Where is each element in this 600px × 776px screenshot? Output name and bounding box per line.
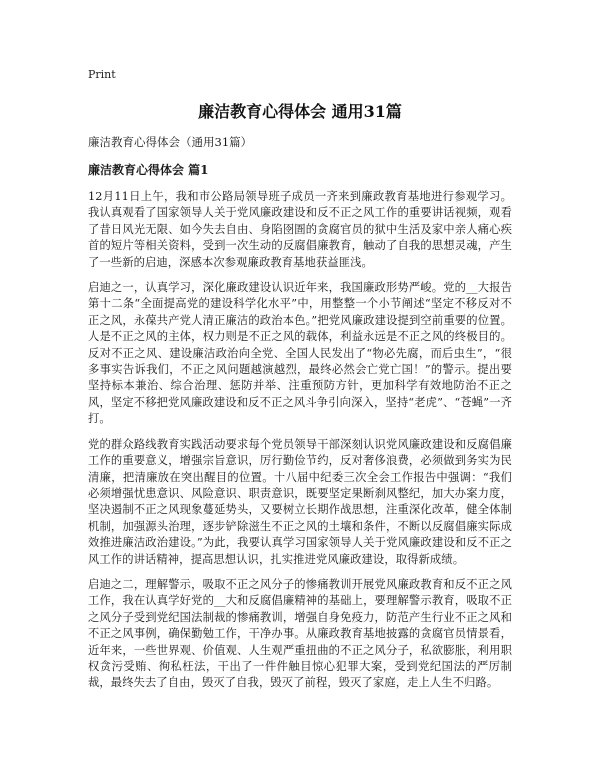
- paragraph-4: 启迪之二，理解警示，吸取不正之风分子的惨痛教训开展党风廉政教育和反不正之风工作，我在认真学好党的__大和反腐倡廉精神的基础上，要理解警示教育，吸取不正之风分子受到党纪国法制裁的惨痛教训，增强自身免疫力，防范产生行业不正之风和不正之风事例，确保勤勉工作，干净办事。从廉政教育基地披露的贪腐官员情景看，近年来，一些世界观、价值观、人生观严重扭曲的不正之风分子，私欲膨胀，利用职权贪污受贿、徇私枉法，干出了一件件触目惊心犯罪大案，受到党纪国法的严厉制裁，最终失去了自由，毁灭了自我，毁灭了前程，毁灭了家庭，走上人生不归路。: [88, 577, 512, 690]
- print-label: Print: [88, 68, 116, 81]
- document-subtitle: 廉洁教育心得体会（通用31篇）: [88, 135, 253, 149]
- section-heading: 廉洁教育心得体会 篇1: [88, 163, 209, 177]
- paragraph-2: 启迪之一，认真学习，深化廉政建设认识近年来，我国廉政形势严峻。党的__大报告第十二条“全面提高党的建设科学化水平”中，用整整一个小节阐述“坚定不移反对不正之风，永葆共产党人清正廉洁的政治本色。”把党风廉政建设提到空前重要的位置。人是不正之风的主体，权力则是不正之风的载体，利益永远是不正之风的终极目的。反对不正之风、建设廉洁政治向全党、全国人民发出了“物必先腐，而后虫生”，“很多事实告诉我们，不正之风问题越演越烈，最终必然会亡党亡国！”的警示。提出要坚持标本兼治、综合治理、惩防并举、注重预防方针，更加科学有效地防治不正之风，坚定不移把党风廉政建设和反不正之风斗争引向深入，坚持“老虎”、“苍蝇”一齐打。: [88, 281, 512, 426]
- document-title: 廉洁教育心得体会 通用31篇: [198, 102, 402, 121]
- paragraph-1: 12月11日上午，我和市公路局领导班子成员一齐来到廉政教育基地进行参观学习。我认真观看了国家领导人关于党风廉政建设和反不正之风工作的重要讲话视频，观看了昔日风光无限、如今失去自由、身陷囹圄的贪腐官员的狱中生活及家中亲人痛心疾首的短片等相关资料，受到一次生动的反腐倡廉教育，触动了自我的思想灵魂，产生了一些新的启迪，深感本次参观廉政教育基地获益匪浅。: [88, 190, 512, 269]
- paragraph-3: 党的群众路线教育实践活动要求每个党员领导干部深刻认识党风廉政建设和反腐倡廉工作的重要意义，增强宗旨意识，厉行勤俭节约，反对奢侈浪费，必须做到务实为民清廉，把清廉放在突出醒目的位置。十八届中纪委三次全会工作报告中强调：“我们必须增强忧患意识、风险意识、职责意识，既要坚定果断刹风整纪，加大办案力度，坚决遏制不正之风现象蔓延势头，又要树立长期作战思想，注重深化改革，健全体制机制，加强源头治理，逐步铲除滋生不正之风的土壤和条件，不断以反腐倡廉实际成效推进廉洁政治建设。”为此，我要认真学习国家领导人关于党风廉政建设和反不正之风工作的讲话精神，提高思想认识，扎实推进党风廉政建设，取得新成绩。: [88, 437, 512, 566]
